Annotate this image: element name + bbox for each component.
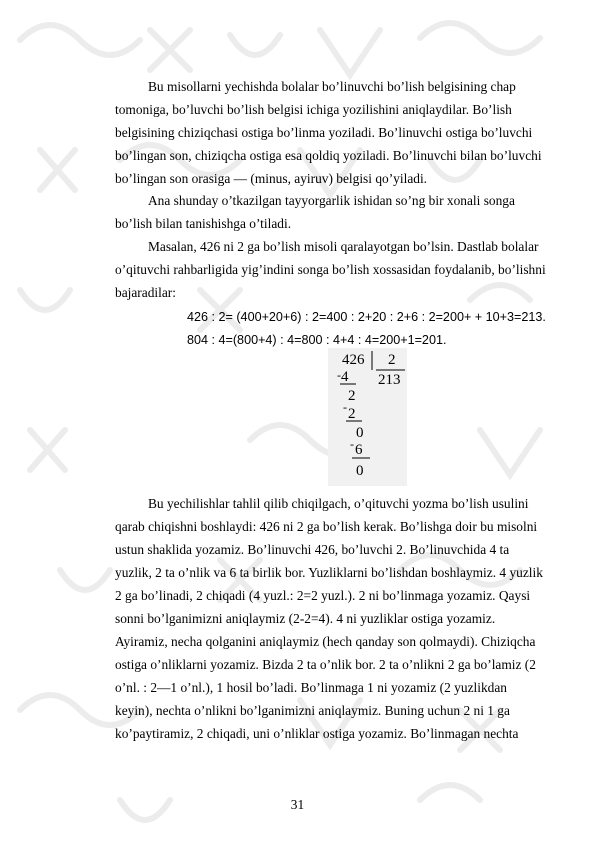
text-line: belgisining chiziqchasi ostiga bo’linma yoziladi. Bo’linuvchi ostiga bo’luvchi: [115, 125, 533, 140]
divisor: 2: [388, 352, 396, 368]
text-line: tomoniga, bo’luvchi bo’lish belgisi ichiga yozilishini aniqlaydilar. Bo’lish: [115, 102, 512, 117]
text-line: yuzlik, 2 ta o’nlik va 6 ta birlik bor. Yuzliklarni bo’lishdan boshlaymiz. 4 yuzlik: [115, 565, 543, 580]
formula-line: 804 : 4=(800+4) : 4=800 : 4+4 : 4=200+1=201.: [187, 333, 447, 347]
step-remainder: 2: [348, 388, 356, 404]
text-line: 2 ga bo’linadi, 2 chiqadi (4 yuzl.: 2=2 yuzl.). 2 ni bo’linmaga yozamiz. Qaysi: [115, 588, 531, 603]
text-line: bo’lish bilan tanishishga o’tiladi.: [115, 216, 292, 231]
minus-sign: -: [350, 437, 354, 451]
step-remainder: 0: [356, 425, 364, 441]
minus-sign: -: [337, 368, 341, 382]
text-line: ustun shaklida yozamiz. Bo’linuvchi 426, bo’luvchi 2. Bo’linuvchida 4 ta: [115, 542, 510, 557]
long-division-svg: [328, 348, 407, 486]
final-remainder: 0: [356, 463, 364, 479]
formula-line: 426 : 2= (400+20+6) : 2=400 : 2+20 : 2+6 : 2=200+ + 10+3=213.: [187, 310, 546, 324]
step-subtrahend: 6: [355, 442, 363, 458]
dividend: 426: [342, 352, 365, 368]
text-line: ostiga o’nliklarni yozamiz. Bizda 2 ta o’nlik bor. 2 ta o’nlikni 2 ga bo’lamiz (2: [115, 657, 536, 672]
text-line: qarab chiqishni boshlaydi: 426 ni 2 ga bo’lish kerak. Bo’lishga doir bu misolni: [115, 519, 538, 534]
text-line: Bu yechilishlar tahlil qilib chiqilgach, o’qituvchi yozma bo’lish usulini: [148, 496, 529, 511]
text-line: sonni bo’lganimizni aniqlaymiz (2-2=4). 4 ni yuzliklar ostiga yozamiz.: [115, 611, 496, 626]
text-line: keyin), nechta o’nlikni bo’lganimizni aniqlaymiz. Buning uchun 2 ni 1 ga: [115, 703, 510, 718]
page-number: 31: [290, 797, 305, 812]
long-division-figure: [328, 348, 407, 486]
text-line: bajaradilar:: [115, 285, 176, 300]
text-line: o’nl. : 2—1 o’nl.), 1 hosil bo’ladi. Bo’linmaga 1 ni yozamiz (2 yuzlikdan: [115, 680, 507, 695]
text-line: Ayiramiz, necha qolganini aniqlaymiz (hech qanday son qolmaydi). Chiziqcha: [115, 634, 536, 649]
step-subtrahend: 4: [341, 369, 349, 385]
text-line: bo’lingan son orasiga — (minus, ayiruv) belgisi qo’yiladi.: [115, 171, 428, 186]
text-line: o’qituvchi rahbarligida yig’indini songa bo’lish xossasidan foydalanib, bo’lishni: [115, 262, 546, 277]
step-subtrahend: 2: [348, 406, 356, 422]
quotient: 213: [378, 372, 401, 388]
text-line: Masalan, 426 ni 2 ga bo’lish misoli qaralayotgan bo’lsin. Dastlab bolalar: [148, 239, 539, 254]
text-line: Bu misollarni yechishda bolalar bo’linuvchi bo’lish belgisining chap: [148, 79, 516, 94]
text-line: ko’paytiramiz, 2 chiqadi, uni o’nliklar ostiga yozamiz. Bo’linmagan nechta: [115, 726, 519, 741]
text-line: bo’lingan son, chiziqcha ostiga esa qoldiq yoziladi. Bo’linuvchi bilan bo’luvchi: [115, 148, 542, 163]
text-line: Ana shunday o’tkazilgan tayyorgarlik ishidan so’ng bir xonali songa: [148, 193, 515, 208]
minus-sign: -: [343, 400, 347, 414]
